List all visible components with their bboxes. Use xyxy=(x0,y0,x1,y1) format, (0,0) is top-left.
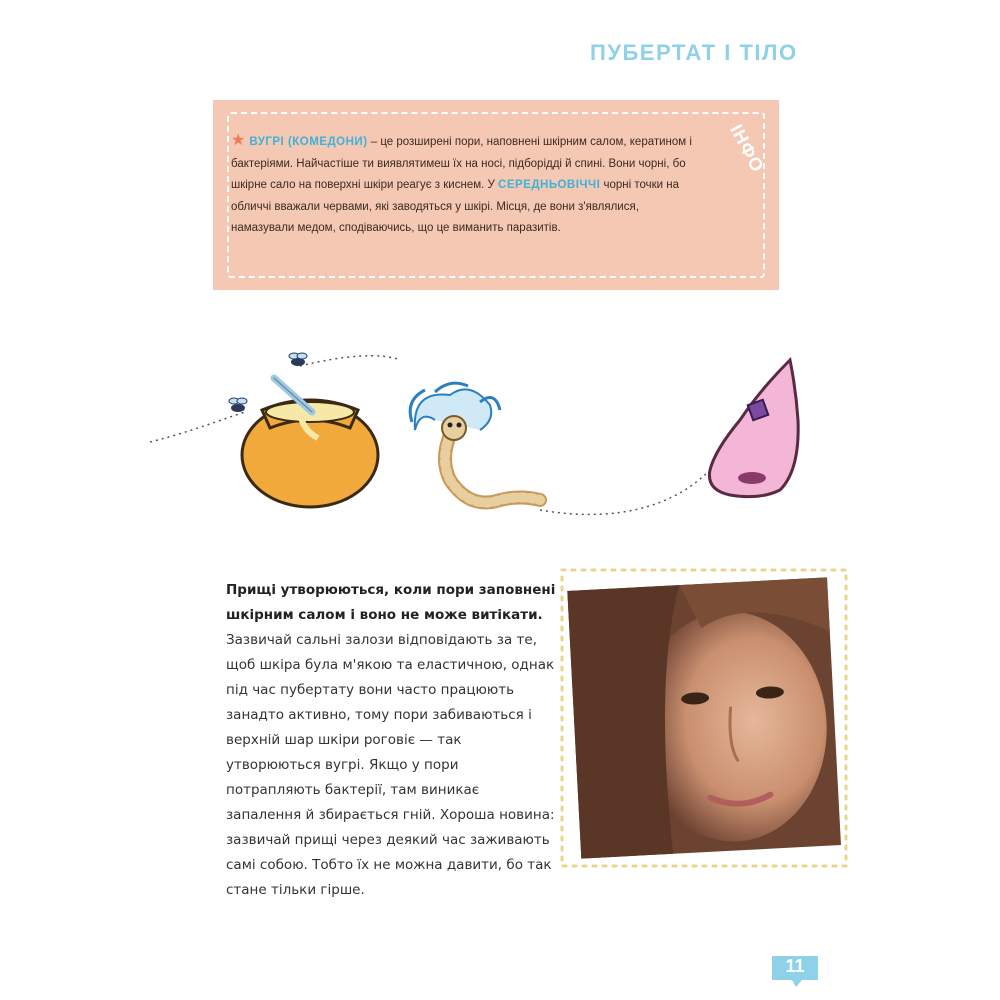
dotted-trail-3 xyxy=(540,470,710,514)
dotted-trail-2 xyxy=(300,356,400,366)
term-middle-ages: СЕРЕДНЬОВІЧЧІ xyxy=(498,179,601,191)
info-tag-label: ІНФО xyxy=(726,121,769,176)
fly-icon xyxy=(229,398,247,412)
dotted-trail xyxy=(150,412,245,442)
nose-icon xyxy=(709,360,798,497)
fly-icon xyxy=(289,353,307,366)
info-text xyxy=(231,130,701,240)
portrait-photo xyxy=(567,577,841,858)
info-box xyxy=(213,100,779,290)
honey-pot-icon xyxy=(242,378,378,507)
body-paragraph xyxy=(226,578,556,903)
info-text-part2: чорні точки на обличчі вважали червами, які заводяться у шкірі. Місця, де вони з'являлися, намазували медом, сподіваючись, що це виманить паразитів. xyxy=(231,179,680,234)
illustration xyxy=(150,350,810,530)
body-lead: Прищі утворюються, коли пори заповнені шкірним салом і воно не може витікати. xyxy=(226,582,556,623)
photo-frame xyxy=(556,558,852,872)
term-comedones: ВУГРІ (КОМЕДОНИ) xyxy=(249,136,368,148)
page-header: ПУБЕРТАТ І ТІЛО xyxy=(590,40,798,65)
body-text xyxy=(226,578,556,903)
worm-icon xyxy=(410,383,540,502)
star-icon: ★ xyxy=(231,132,246,149)
info-tag-icon xyxy=(715,115,781,181)
page-number-label: 11 xyxy=(785,956,805,976)
info-text-part1: – це розширені пори, наповнені шкірним салом, кератином і бактеріями. Найчастіше ти виявлятимеш їх на носі, підборідді й спині. Вони чорні, бо шкірне сало на поверхні шкіри реагує з киснем. У xyxy=(231,136,692,191)
page-number xyxy=(768,952,822,988)
body-main: Зазвичай сальні залози відповідають за те, щоб шкіра була м'якою та еластичною, однак під час пубертату вони часто працюють занадто активно, тому пори забиваються і верхній шар шкіри роговіє — так утворюються вугрі. Якщо у пори потрапляють бактерії, там виникає запалення й збирається гній. Хороша новина: зазвичай прищі через деякий час заживають самі собою. Тобто їх не можна давити, бо так стане тільки гірше. xyxy=(226,632,555,898)
